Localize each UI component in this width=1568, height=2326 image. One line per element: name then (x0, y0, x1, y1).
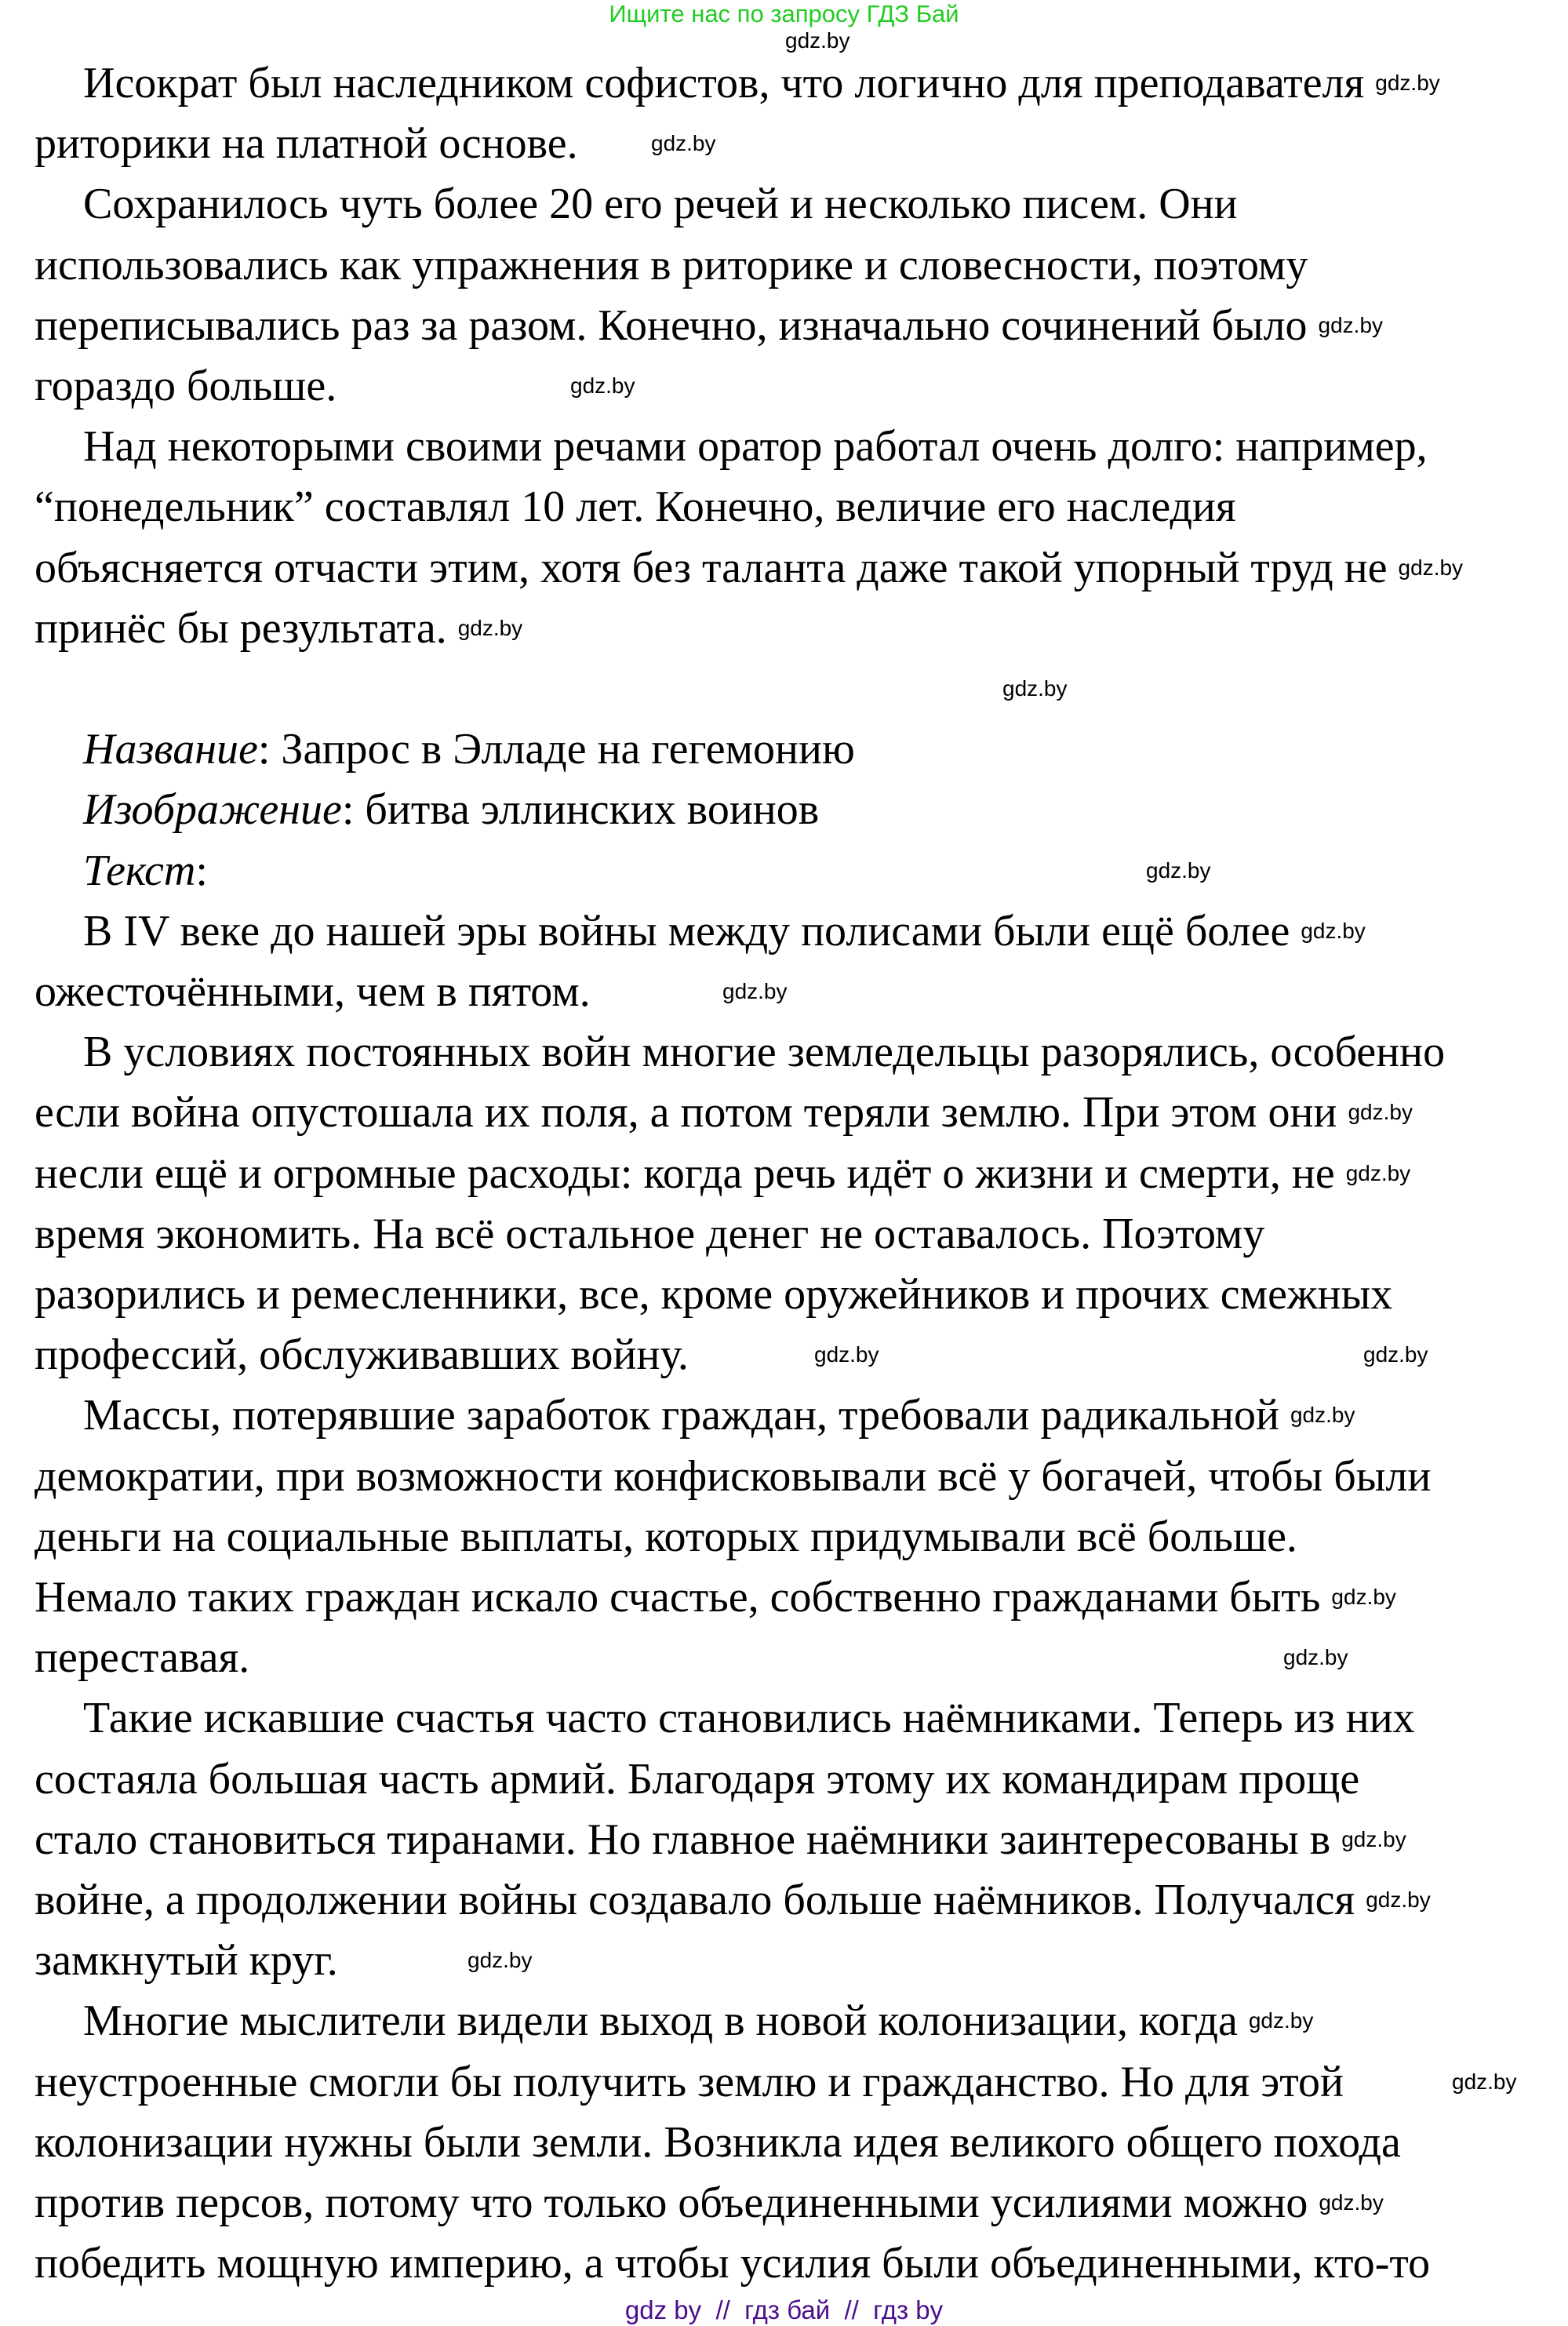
text-line (83, 841, 208, 901)
line-text: Сохранилось чуть более 20 его речей и несколько писем. Они (83, 180, 1238, 229)
text-line (35, 1810, 1330, 1869)
text-line (35, 1628, 249, 1687)
line-text: использовались как упражнения в риторике и словесности, поэтому (35, 240, 1308, 289)
text-line (35, 356, 337, 416)
text-line (35, 1325, 689, 1385)
line-text: переписывались раз за разом. Конечно, изначально сочинений было (35, 300, 1308, 350)
line-text: “понедельник” составлял 10 лет. Конечно, величие его наследия (35, 482, 1236, 532)
watermark: gdz.by (1366, 1887, 1431, 1912)
line-text: несли ещё и огромные расходы: когда речь идёт о жизни и смерти, не (35, 1148, 1335, 1198)
watermark: gdz.by (1301, 918, 1366, 943)
line-text: стало становиться тиранами. Но главное наёмники заинтересованы в (35, 1815, 1331, 1864)
line-text: принёс бы результата. (35, 603, 447, 653)
text-line (35, 599, 447, 658)
line-text: разорились и ремесленники, все, кроме оружейников и прочих смежных (35, 1270, 1393, 1319)
watermark: gdz.by (1331, 1585, 1396, 1609)
text-line (35, 1083, 1337, 1142)
watermark: gdz.by (785, 28, 850, 53)
watermark: gdz.by (570, 373, 635, 398)
text-line (35, 1567, 1320, 1627)
line-text: Массы, потерявшие заработок граждан, требовали радикальной (83, 1391, 1279, 1440)
watermark: gdz.by (1398, 555, 1464, 580)
text-line (35, 2113, 1401, 2172)
line-text: время экономить. На всё остальное денег не оставалось. Поэтому (35, 1209, 1265, 1258)
line-text: ожесточёнными, чем в пятом. (35, 967, 591, 1016)
text-line (35, 1204, 1264, 1264)
text-line (35, 477, 1236, 537)
line-text: неустроенные смогли бы получить землю и гражданство. Но для этой (35, 2057, 1344, 2106)
text-line (83, 417, 1428, 476)
watermark: gdz.by (1318, 312, 1384, 337)
text-line (83, 174, 1238, 234)
line-text: профессий, обслуживавших войну. (35, 1330, 689, 1380)
text-line (83, 719, 855, 779)
line-text: гораздо больше. (35, 362, 337, 410)
text-line (35, 235, 1308, 295)
line-text: переставая. (35, 1633, 250, 1683)
line-text: Многие мыслители видели выход в новой колонизации, когда (83, 1997, 1238, 2046)
text-line (35, 1749, 1359, 1809)
text-line (83, 53, 1364, 113)
line-text: : Запрос в Элладе на гегемонию (257, 725, 855, 774)
line-text: демократии, при возможности конфисковывали всё у богачей, чтобы были (35, 1451, 1432, 1501)
watermark: gdz.by (1283, 1645, 1348, 1670)
field-label: Изображение (83, 785, 342, 835)
text-line (35, 1507, 1297, 1567)
text-line (35, 2173, 1308, 2233)
text-line (35, 2233, 1430, 2293)
line-text: если война опустошала их поля, а потом теряли землю. При этом они (35, 1088, 1337, 1138)
watermark: gdz.by (722, 979, 788, 1003)
text-line (35, 1144, 1335, 1203)
watermark: gdz.by (1146, 857, 1211, 883)
line-text: : битва эллинских воинов (341, 785, 820, 835)
watermark: gdz.by (1290, 1403, 1355, 1428)
watermark: gdz.by (651, 131, 716, 156)
line-text: деньги на социальные выплаты, которых придумывали всё больше. (35, 1512, 1297, 1561)
line-text: Исократ был наследником софистов, что логично для преподавателя (83, 59, 1365, 107)
text-line (35, 538, 1388, 598)
line-text: В условиях постоянных войн многие земледельцы разорялись, особенно (83, 1028, 1446, 1077)
watermark: gdz.by (1248, 2008, 1314, 2033)
watermark: gdz.by (1345, 1160, 1411, 1185)
line-text: : (195, 846, 208, 895)
watermark: gdz.by (814, 1342, 879, 1367)
text-line (35, 1265, 1392, 1324)
text-line (83, 1385, 1279, 1445)
line-text: риторики на платной основе. (35, 119, 578, 169)
line-text: колонизации нужны были земли. Возникла идея великого общего похода (35, 2117, 1401, 2167)
field-label: Название (83, 725, 258, 774)
line-text: состаяла большая часть армий. Благодаря этому их командирам проще (35, 1754, 1360, 1804)
watermark: gdz.by (1363, 1342, 1428, 1367)
line-text: В IV веке до нашей эры войны между полисами были ещё более (83, 906, 1290, 956)
line-text: Такие искавшие счастья часто становились наёмниками. Теперь из них (83, 1694, 1415, 1743)
text-line (35, 2052, 1344, 2112)
footer-links-text: gdz by // гдз бай // гдз by (624, 2295, 944, 2324)
watermark: gdz.by (1348, 1100, 1413, 1125)
watermark: gdz.by (1002, 676, 1068, 701)
text-line (35, 1870, 1355, 1930)
line-text: замкнутый круг. (35, 1936, 338, 1986)
text-line (83, 1688, 1415, 1748)
text-line (83, 780, 819, 839)
text-line (35, 1447, 1431, 1506)
text-line (83, 901, 1290, 961)
search-banner (0, 0, 1568, 28)
watermark: gdz.by (1375, 71, 1440, 95)
line-text: Немало таких граждан искало счастье, собственно гражданами быть (35, 1573, 1321, 1622)
text-line (35, 114, 578, 173)
line-text: объясняется отчасти этим, хотя без таланта даже такой упорный труд не (35, 543, 1388, 592)
footer-links (0, 2295, 1568, 2325)
text-line (83, 1991, 1238, 2051)
watermark: gdz.by (467, 1948, 533, 1973)
search-banner-text: Ищите нас по запросу ГДЗ Бай (609, 0, 959, 27)
line-text: Над некоторыми своими речами оратор работал очень долго: например, (83, 422, 1428, 471)
text-line (35, 962, 591, 1021)
watermark: gdz.by (1319, 2190, 1384, 2215)
text-line (35, 296, 1308, 355)
text-line (35, 1931, 338, 1990)
field-label: Текст (83, 846, 196, 895)
line-text: войне, а продолжении войны создавало больше наёмников. Получался (35, 1876, 1355, 1924)
watermark: gdz.by (1341, 1826, 1406, 1851)
watermark: gdz.by (1452, 2069, 1517, 2094)
text-line (83, 1022, 1445, 1082)
line-text: победить мощную империю, а чтобы усилия были объединенными, кто-то (35, 2239, 1431, 2288)
watermark: gdz.by (457, 615, 523, 640)
line-text: против персов, потому что только объединенными усилиями можно (35, 2179, 1308, 2227)
